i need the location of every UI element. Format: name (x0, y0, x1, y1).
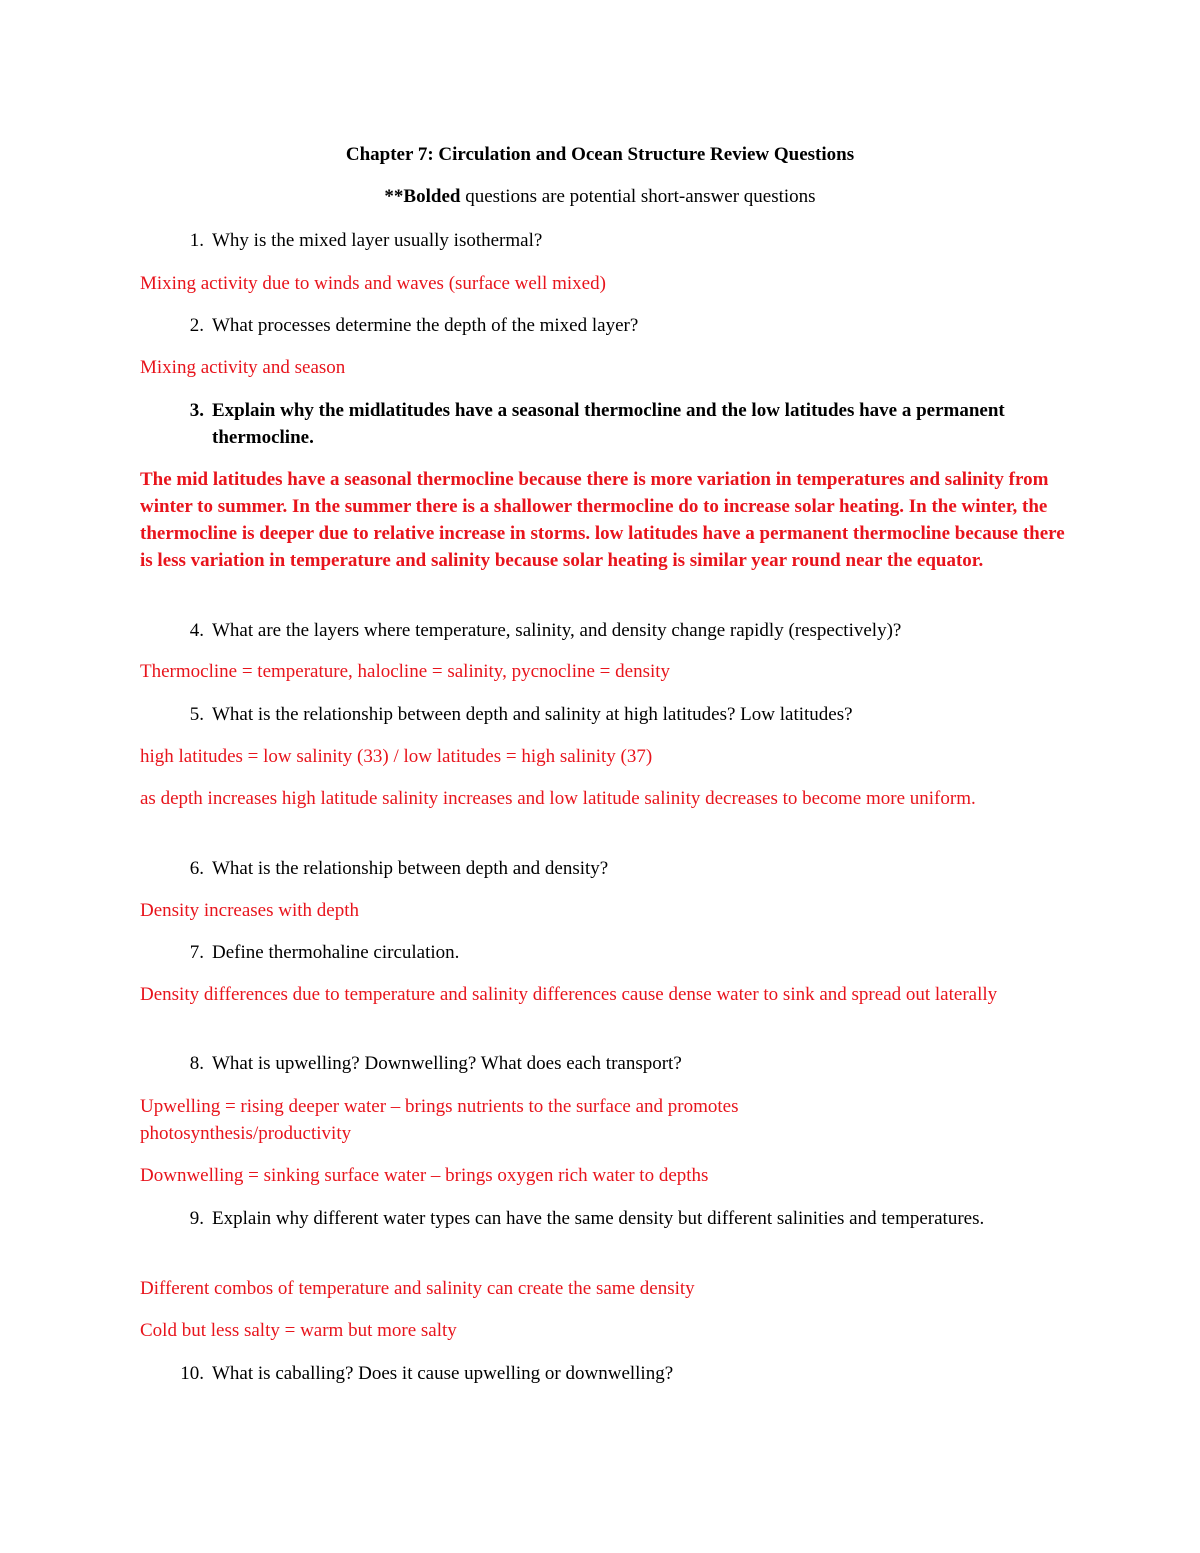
subtitle-bold-text: **Bolded (384, 186, 461, 207)
question-number: 9. (189, 1208, 204, 1229)
answer-8-part-1: Upwelling = rising deeper water – brings nutrients to the surface and promotes photosynthesis/productivity (140, 1096, 739, 1144)
answer-1: Mixing activity due to winds and waves (surface well mixed) (140, 273, 606, 294)
question-text: What processes determine the depth of the mixed layer? (212, 315, 639, 336)
question-text: Explain why different water types can have the same density but different salinities and temperatures. (212, 1208, 985, 1229)
question-number: 10. (180, 1363, 204, 1384)
question-number: 4. (189, 620, 204, 641)
question-text: Why is the mixed layer usually isothermal? (212, 230, 543, 251)
question-2 (189, 312, 1072, 339)
question-number: 1. (189, 230, 204, 251)
question-text: Explain why the midlatitudes have a seasonal thermocline and the low latitudes have a permanent thermocline. (212, 400, 1005, 448)
question-7 (189, 939, 1072, 966)
answer-2: Mixing activity and season (140, 357, 346, 378)
question-number: 7. (189, 942, 204, 963)
question-number: 6. (189, 858, 204, 879)
question-text: What is caballing? Does it cause upwelling or downwelling? (212, 1363, 674, 1384)
question-text: What are the layers where temperature, salinity, and density change rapidly (respectively)? (212, 620, 902, 641)
question-text: What is the relationship between depth and salinity at high latitudes? Low latitudes? (212, 704, 853, 725)
answer-9-part-1: Different combos of temperature and salinity can create the same density (140, 1278, 695, 1299)
answer-3: The mid latitudes have a seasonal thermocline because there is more variation in temperatures and salinity from winter to summer. In the summer there is a shallower thermocline do to increase solar heating. In the winter, the thermocline is deeper due to relative increase in storms. low latitudes have a permanent thermocline because there is less variation in temperature and salinity because solar heating is similar year round near the equator. (140, 469, 1065, 571)
question-text: What is the relationship between depth and density? (212, 858, 609, 879)
question-5 (189, 701, 1072, 728)
answer-8-part-2: Downwelling = sinking surface water – brings oxygen rich water to depths (140, 1165, 709, 1186)
answer-9-part-2: Cold but less salty = warm but more salty (140, 1320, 457, 1341)
question-number: 5. (189, 704, 204, 725)
document-subtitle (0, 184, 1200, 210)
question-number: 2. (189, 315, 204, 336)
document-title: Chapter 7: Circulation and Ocean Structure Review Questions (345, 144, 855, 165)
question-text: What is upwelling? Downwelling? What does each transport? (212, 1053, 682, 1074)
answer-5-part-1: high latitudes = low salinity (33) / low latitudes = high salinity (37) (140, 746, 653, 767)
question-10 (180, 1360, 1072, 1387)
question-8 (189, 1050, 1072, 1077)
question-number: 8. (189, 1053, 204, 1074)
question-9 (189, 1205, 992, 1232)
question-number: 3. (189, 400, 204, 421)
question-3 (189, 397, 1022, 451)
answer-6: Density increases with depth (140, 900, 359, 921)
subtitle-text: questions are potential short-answer questions (460, 186, 816, 207)
answer-7: Density differences due to temperature and salinity differences cause dense water to sink and spread out laterally (140, 984, 998, 1005)
answer-4: Thermocline = temperature, halocline = salinity, pycnocline = density (140, 661, 671, 682)
question-1 (189, 227, 1072, 254)
question-text: Define thermohaline circulation. (212, 942, 460, 963)
question-4 (189, 617, 1072, 644)
answer-5-part-2: as depth increases high latitude salinity increases and low latitude salinity decreases to become more uniform. (140, 788, 976, 809)
question-6 (189, 855, 1072, 882)
